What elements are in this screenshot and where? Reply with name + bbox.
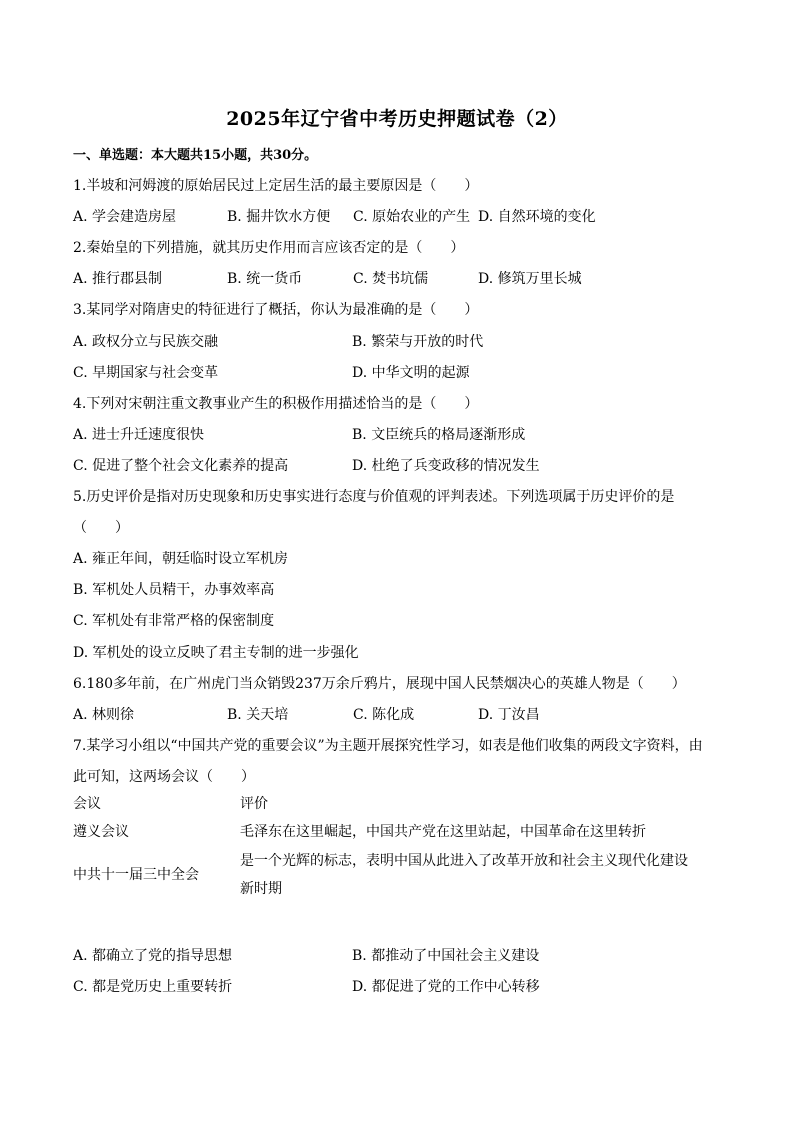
option-a: A. 都确立了党的指导思想	[73, 948, 233, 964]
table-header-evaluation: 评价	[240, 796, 268, 812]
option-b: B. 关天培	[227, 707, 289, 723]
option-b: B. 都推动了中国社会主义建设	[352, 948, 540, 964]
question-stem: 5.历史评价是指对历史现象和历史事实进行态度与价值观的评判表述。下列选项属于历史评价的是	[73, 489, 675, 505]
option-c: C. 促进了整个社会文化素养的提高	[73, 458, 289, 474]
option-b: B. 统一货币	[227, 271, 303, 287]
option-b: B. 繁荣与开放的时代	[352, 334, 484, 350]
question-stem: 1.半坡和河姆渡的原始居民过上定居生活的最主要原因是（ ）	[73, 178, 479, 194]
option-a: A. 雍正年间，朝廷临时设立军机房	[73, 551, 289, 567]
option-a: A. 学会建造房屋	[73, 209, 177, 225]
option-d: D. 中华文明的起源	[352, 365, 470, 381]
table-header-meeting: 会议	[73, 796, 101, 812]
option-a: A. 进士升迁速度很快	[73, 427, 205, 443]
option-b: B. 文臣统兵的格局逐渐形成	[352, 427, 526, 443]
table-cell-evaluation: 毛泽东在这里崛起，中国共产党在这里站起，中国革命在这里转折	[240, 824, 646, 840]
option-a: A. 政权分立与民族交融	[73, 334, 219, 350]
option-d: D. 丁汝昌	[478, 707, 540, 723]
option-b: B. 军机处人员精干，办事效率高	[73, 582, 275, 598]
table-cell-evaluation-continued: 新时期	[240, 881, 282, 897]
option-d: D. 自然环境的变化	[478, 209, 596, 225]
question-stem-continued: 此可知，这两场会议（ ）	[73, 769, 255, 785]
option-a: A. 推行郡县制	[73, 271, 163, 287]
question-stem: 2.秦始皇的下列措施，就其历史作用而言应该否定的是（ ）	[73, 240, 465, 256]
option-c: C. 陈化成	[353, 707, 415, 723]
option-c: C. 都是党历史上重要转折	[73, 979, 233, 995]
option-a: A. 林则徐	[73, 707, 135, 723]
option-c: C. 原始农业的产生	[353, 209, 471, 225]
table-cell-evaluation: 是一个光辉的标志，表明中国从此进入了改革开放和社会主义现代化建设	[240, 853, 688, 869]
option-d: D. 杜绝了兵变政移的情况发生	[352, 458, 540, 474]
question-stem: 3.某同学对隋唐史的特征进行了概括，你认为最准确的是（ ）	[73, 302, 479, 318]
option-b: B. 掘井饮水方便	[227, 209, 331, 225]
section-heading: 一、单选题：本大题共15小题，共30分。	[73, 148, 318, 163]
option-d: D. 军机处的设立反映了君主专制的进一步强化	[73, 645, 359, 661]
option-d: D. 都促进了党的工作中心转移	[352, 979, 540, 995]
option-c: C. 早期国家与社会变革	[73, 365, 219, 381]
question-stem: 6.180多年前，在广州虎门当众销毁237万余斤鸦片，展现中国人民禁烟决心的英雄人物是（ ）	[73, 676, 686, 692]
option-c: C. 焚书坑儒	[353, 271, 429, 287]
question-stem-continued: （ ）	[73, 520, 129, 536]
table-cell-meeting: 中共十一届三中全会	[73, 867, 199, 883]
question-stem: 4.下列对宋朝注重文教事业产生的积极作用描述恰当的是（ ）	[73, 396, 479, 412]
option-c: C. 军机处有非常严格的保密制度	[73, 613, 275, 629]
page-title: 2025年辽宁省中考历史押题试卷（2）	[226, 108, 568, 130]
option-d: D. 修筑万里长城	[478, 271, 582, 287]
question-stem: 7.某学习小组以“中国共产党的重要会议”为主题开展探究性学习，如表是他们收集的两段文字资料，由	[73, 738, 703, 754]
table-cell-meeting: 遵义会议	[73, 824, 129, 840]
